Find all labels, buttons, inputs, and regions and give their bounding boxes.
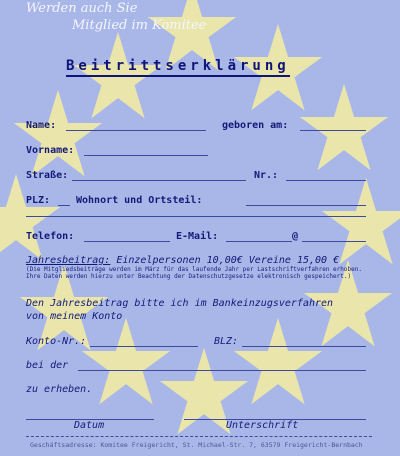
name-label: Name: [26,120,57,131]
phone-field[interactable] [84,241,170,242]
bankcode-field[interactable] [242,346,366,347]
slogan-line-2: Mitglied im Komitee [72,18,207,33]
birthdate-label: geboren am: [222,120,289,131]
bank-name-label: bei der [26,360,69,371]
date-label: Datum [74,420,105,431]
slogan-line-1: Werden auch Sie [26,1,138,16]
zip-field[interactable] [58,205,70,206]
city-field[interactable] [246,205,366,206]
zip-label: PLZ: [26,195,51,206]
fee-label: Jahresbeitrag: [26,255,111,266]
account-field[interactable] [90,346,198,347]
email-user-field[interactable] [226,241,292,242]
city-label: Wohnort und Ortsteil: [76,195,203,206]
housenumber-field[interactable] [286,180,366,181]
star-icon [0,172,62,264]
bank-name-field[interactable] [78,370,366,371]
street-label: Straße: [26,170,69,181]
email-at-sign: @ [292,231,299,242]
firstname-field[interactable] [84,155,208,156]
phone-label: Telefon: [26,231,75,242]
name-field[interactable] [66,130,206,131]
star-icon [12,88,104,180]
bank-text-line1: Den Jahresbeitrag bitte ich im Bankeinzugsverfahren [26,298,334,309]
fee-note: (Die Mitgliedsbeiträge werden im März für das laufende Jahr per Lastschriftverfahren erhoben. Ihre Daten werden hierzu unter Beachtung der Datenschutzgesetze elektronisch gespeichert.) [26,266,362,280]
birthdate-field[interactable] [300,130,366,131]
city-extra-line[interactable] [26,216,366,217]
firstname-label: Vorname: [26,145,75,156]
star-icon [298,82,390,174]
fee-line [26,255,339,266]
footer-divider [26,436,372,437]
signature-label: Unterschrift [226,420,299,431]
collect-text: zu erheben. [26,384,93,395]
email-label: E-Mail: [176,231,219,242]
bank-text-line2: von meinem Konto [26,311,123,322]
page-title: Beitrittserklärung [66,58,290,77]
account-label: Konto-Nr.: [26,336,87,347]
fee-text: Einzelpersonen 10,00€ Vereine 15,00 € [116,255,340,266]
footer-address: Geschäftsadresse: Komitee Freigericht, St. Michael-Str. 7, 63579 Freigericht-Bernbach [30,441,363,449]
street-field[interactable] [72,180,246,181]
housenumber-label: Nr.: [254,170,279,181]
bankcode-label: BLZ: [214,336,239,347]
email-domain-field[interactable] [302,241,366,242]
